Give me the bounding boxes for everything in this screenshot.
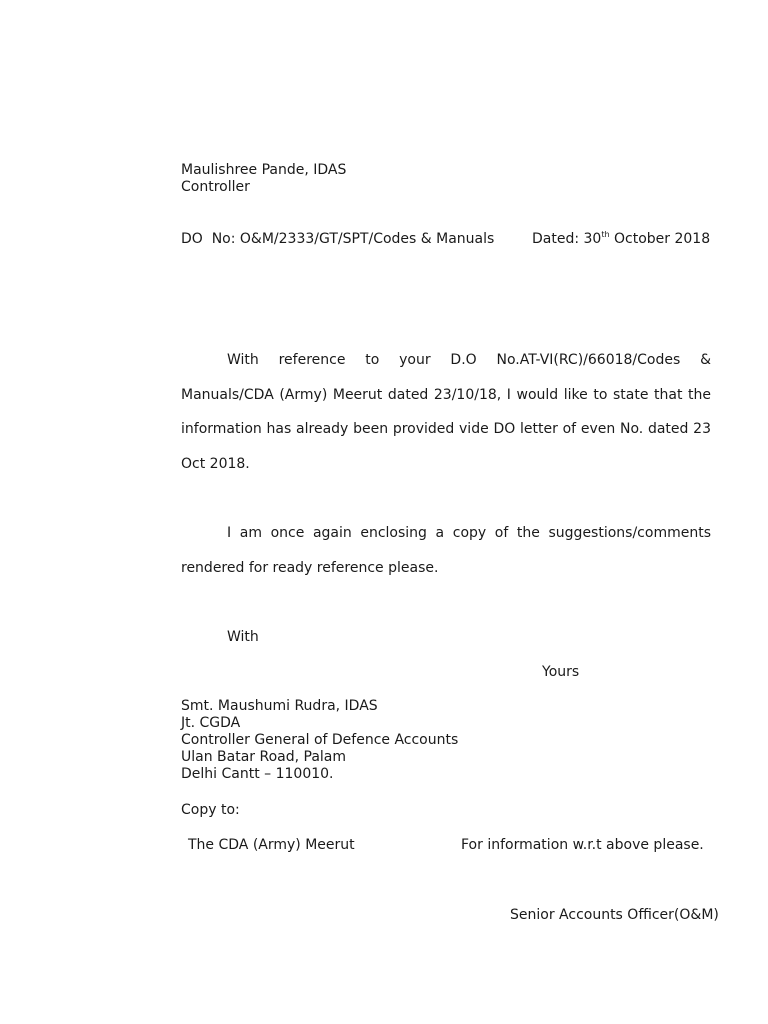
date-suffix: th <box>601 230 610 239</box>
copy-to-note: For information w.r.t above please. <box>461 837 704 853</box>
do-number: DO No: O&M/2333/GT/SPT/Codes & Manuals <box>181 231 495 247</box>
copy-to-addressee: The CDA (Army) Meerut <box>188 837 355 853</box>
signature: Senior Accounts Officer(O&M) <box>510 907 719 923</box>
recipient-address-1: Ulan Batar Road, Palam <box>181 749 347 765</box>
recipient-block <box>181 698 458 783</box>
date-rest: October 2018 <box>609 231 711 247</box>
letter-date <box>532 231 710 248</box>
body-paragraph-1 <box>181 343 711 481</box>
body-paragraph-2-text: I am once again enclosing a copy of the suggestions/comments rendered for ready reference please. <box>181 525 711 576</box>
body-paragraph-2 <box>181 516 711 585</box>
salutation: With <box>227 629 259 645</box>
closing: Yours <box>542 664 580 680</box>
recipient-address-2: Delhi Cantt – 110010. <box>181 766 334 782</box>
sender-name: Maulishree Pande, IDAS <box>181 162 347 178</box>
sender-designation: Controller <box>181 179 250 195</box>
copy-to-label: Copy to: <box>181 802 240 818</box>
recipient-designation: Jt. CGDA <box>181 715 241 731</box>
recipient-name: Smt. Maushumi Rudra, IDAS <box>181 698 378 714</box>
recipient-office: Controller General of Defence Accounts <box>181 732 459 748</box>
body-paragraph-1-text: With reference to your D.O No.AT-VI(RC)/66018/Codes & Manuals/CDA (Army) Meerut dated 23/10/18, I would like to state that the information has already been provided vide DO letter of even No. dated 23 Oct 2018. <box>181 352 711 472</box>
sender-block <box>181 162 346 196</box>
date-prefix: Dated: 30 <box>532 231 602 247</box>
